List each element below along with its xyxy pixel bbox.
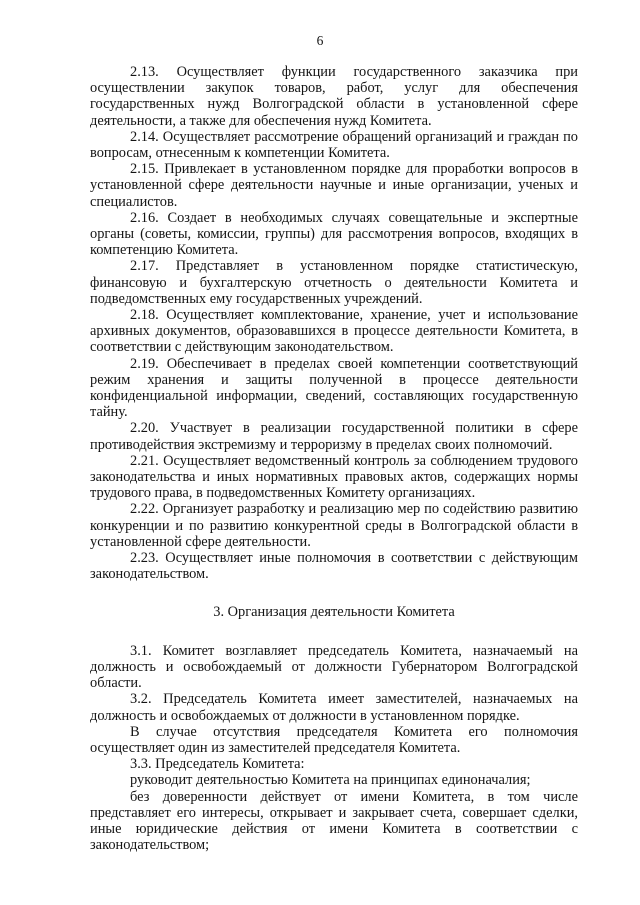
clause-3-3-item-1: руководит деятельностью Комитета на принципах единоначалия; [130, 772, 531, 789]
clause-2-23: 2.23. Осуществляет иные полномочия в соответствии с действующим законодательством. [90, 550, 578, 583]
clause-2-13: 2.13. Осуществляет функции государственного заказчика при осуществлении закупок товаров, работ, услуг для обеспечения государственных нужд Волгоградской области в установленной сфере деятельности, а также для обеспечения нужд Комитета. [90, 64, 578, 129]
document-body [90, 64, 578, 853]
clause-3-2-substitute: В случае отсутствия председателя Комитета его полномочия осуществляет один из заместителей председателя Комитета. [90, 723, 578, 756]
clause-2-21: 2.21. Осуществляет ведомственный контроль за соблюдением трудового законодательства и иных нормативных правовых актов, содержащих нормы трудового права, в подведомственных Комитету организациях. [90, 452, 578, 502]
clause-2-16: 2.16. Создает в необходимых случаях совещательные и экспертные органы (советы, комиссии, группы) для рассмотрения вопросов, входящих в компетенцию Комитета. [90, 209, 578, 259]
section-heading: 3. Организация деятельности Комитета [213, 603, 455, 620]
clause-2-17: 2.17. Представляет в установленном порядке статистическую, финансовую и бухгалтерскую отчетность о деятельности Комитета и подведомственных ему государственных учреждений. [90, 258, 578, 307]
clause-2-14: 2.14. Осуществляет рассмотрение обращений организаций и граждан по вопросам, отнесенным к компетенции Комитета. [90, 128, 578, 162]
clause-2-18: 2.18. Осуществляет комплектование, хранение, учет и использование архивных документов, образовавшихся в процессе деятельности Комитета, в соответствии с действующим законодательством. [90, 307, 578, 356]
clause-3-3-item-2: без доверенности действует от имени Комитета, в том числе представляет его интересы, открывает и закрывает счета, совершает сделки, иные юридические действия от имени Комитета в соответствии с законодательством; [90, 788, 578, 854]
clause-3-2: 3.2. Председатель Комитета имеет заместителей, назначаемых на должность и освобождаемых от должности в установленном порядке. [90, 691, 578, 724]
clause-3-3: 3.3. Председатель Комитета: [130, 756, 305, 773]
clause-2-20: 2.20. Участвует в реализации государственной политики в сфере противодействия экстремизму и терроризму в пределах своих полномочий. [90, 420, 578, 453]
clause-2-22: 2.22. Организует разработку и реализацию мер по содействию развитию конкуренции и по развитию конкурентной среды в Волгоградской области в установленной сфере деятельности. [90, 501, 578, 550]
page-number: 6 [316, 33, 324, 48]
clause-2-19: 2.19. Обеспечивает в пределах своей компетенции соответствующий режим хранения и защиты полученной в процессе деятельности конфиденциальной информации, сведений, составляющих государственную тайну. [90, 355, 578, 421]
clause-2-15: 2.15. Привлекает в установленном порядке для проработки вопросов в установленной сфере деятельности научные и иные организации, ученых и специалистов. [90, 161, 578, 210]
clause-3-1: 3.1. Комитет возглавляет председатель Комитета, назначаемый на должность и освобождаемый от должности Губернатором Волгоградской области. [90, 642, 578, 692]
